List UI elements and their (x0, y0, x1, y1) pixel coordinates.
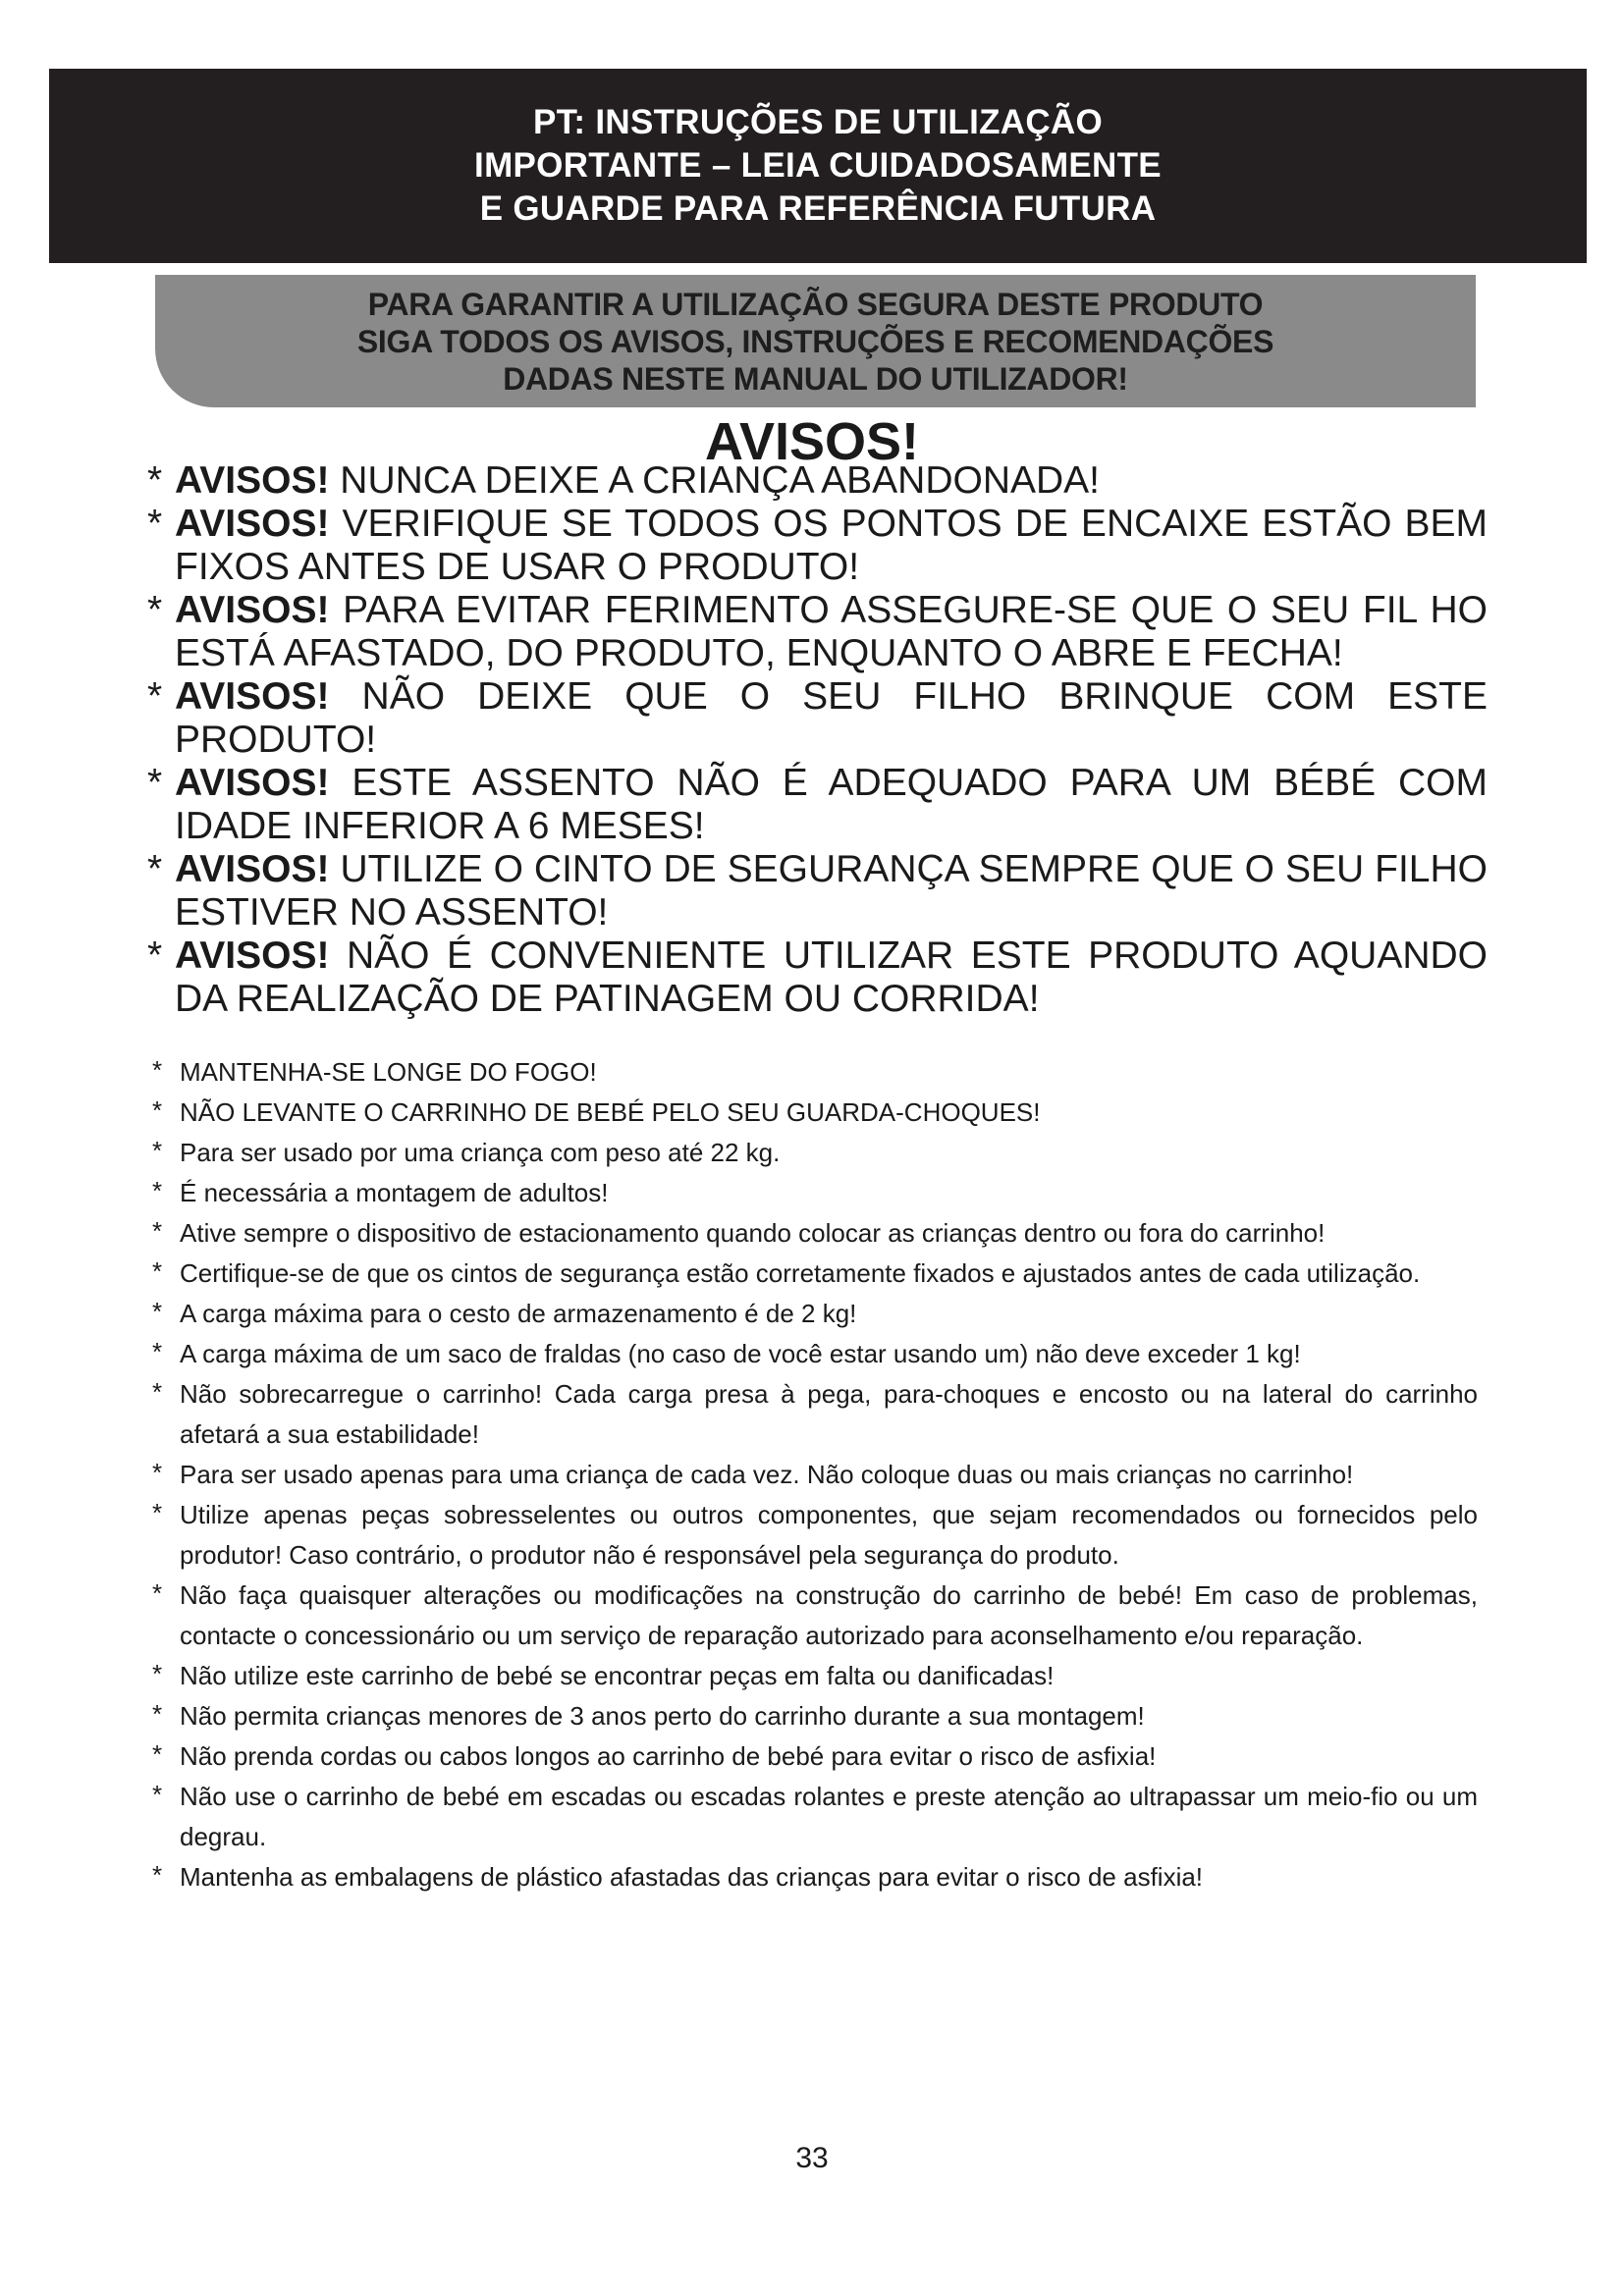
note-text: Não permita crianças menores de 3 anos perto do carrinho durante a sua montagem! (180, 1701, 1145, 1731)
note-item (152, 1455, 1478, 1495)
bullet-star: * (152, 1216, 163, 1246)
note-text: Mantenha as embalagens de plástico afastadas das crianças para evitar o risco de asfixia! (180, 1862, 1204, 1892)
bullet-star: * (152, 1659, 163, 1688)
note-item (152, 1133, 1478, 1173)
note-text: MANTENHA-SE LONGE DO FOGO! (180, 1057, 597, 1087)
warning-lead: AVISOS! (175, 459, 330, 502)
note-text: NÃO LEVANTE O CARRINHO DE BEBÉ PELO SEU GUARDA-CHOQUES! (180, 1097, 1041, 1127)
bullet-star: * (152, 1377, 163, 1407)
major-warning (147, 589, 1488, 675)
bullet-star: * (152, 1095, 163, 1125)
bullet-star: * (152, 1578, 163, 1608)
note-item (152, 1696, 1478, 1736)
warning-text: NÃO É CONVENIENTE UTILIZAR ESTE PRODUTO AQUANDO DA REALIZAÇÃO DE PATINAGEM OU CORRIDA! (175, 934, 1488, 1020)
warning-lead: AVISOS! (175, 503, 330, 545)
bullet-star: * (147, 589, 163, 631)
header-line-2: IMPORTANTE – LEIA CUIDADOSAMENTE (474, 146, 1162, 185)
warning-lead: AVISOS! (175, 675, 330, 718)
major-warning (147, 675, 1488, 762)
warning-text: PARA EVITAR FERIMENTO ASSEGURE-SE QUE O SEU FIL HO ESTÁ AFASTADO, DO PRODUTO, ENQUANTO O ABRE E FECHA! (175, 589, 1488, 674)
note-item (152, 1736, 1478, 1777)
safety-banner-line-1: PARA GARANTIR A UTILIZAÇÃO SEGURA DESTE PRODUTO (367, 286, 1264, 322)
note-item (152, 1173, 1478, 1213)
header-line-1: PT: INSTRUÇÕES DE UTILIZAÇÃO (532, 103, 1104, 141)
warning-lead: AVISOS! (175, 762, 330, 804)
page-number: 33 (795, 2142, 829, 2174)
note-item (152, 1656, 1478, 1696)
safety-banner (155, 275, 1476, 407)
bullet-star: * (147, 934, 163, 977)
warning-lead: AVISOS! (175, 848, 330, 890)
note-text: Não prenda cordas ou cabos longos ao carrinho de bebé para evitar o risco de asfixia! (180, 1741, 1157, 1771)
bullet-star: * (147, 762, 163, 804)
bullet-star: * (152, 1780, 163, 1809)
warning-text: NUNCA DEIXE A CRIANÇA ABANDONADA! (329, 459, 1101, 502)
major-warnings-list (147, 459, 1488, 1021)
bullet-star: * (147, 848, 163, 890)
note-text: Para ser usado apenas para uma criança de cada vez. Não coloque duas ou mais crianças no carrinho! (180, 1460, 1354, 1489)
header-line-3: E GUARDE PARA REFERÊNCIA FUTURA (479, 189, 1157, 228)
major-warning (147, 848, 1488, 934)
note-item (152, 1374, 1478, 1455)
major-warning (147, 459, 1488, 503)
bullet-star: * (152, 1337, 163, 1366)
safety-banner-line-2: SIGA TODOS OS AVISOS, INSTRUÇÕES E RECOMENDAÇÕES (356, 323, 1274, 359)
note-item (152, 1052, 1478, 1093)
warnings-title: AVISOS! (704, 412, 920, 471)
bullet-star: * (152, 1256, 163, 1286)
note-text: Certifique-se de que os cintos de segurança estão corretamente fixados e ajustados antes de cada utilização. (180, 1258, 1421, 1288)
warning-text: NÃO DEIXE QUE O SEU FILHO BRINQUE COM ESTE PRODUTO! (175, 675, 1488, 761)
note-item (152, 1857, 1478, 1897)
warning-text: UTILIZE O CINTO DE SEGURANÇA SEMPRE QUE O SEU FILHO ESTIVER NO ASSENTO! (175, 848, 1488, 934)
warning-text: ESTE ASSENTO NÃO É ADEQUADO PARA UM BÉBÉ COM IDADE INFERIOR A 6 MESES! (175, 762, 1488, 847)
note-text: Não use o carrinho de bebé em escadas ou escadas rolantes e preste atenção ao ultrapassar um meio-fio ou um degrau. (180, 1782, 1478, 1851)
note-item (152, 1093, 1478, 1133)
bullet-star: * (152, 1458, 163, 1487)
note-text: Ative sempre o dispositivo de estacionamento quando colocar as crianças dentro ou fora do carrinho! (180, 1218, 1326, 1248)
bullet-star: * (147, 503, 163, 545)
note-item (152, 1254, 1478, 1294)
note-text: A carga máxima para o cesto de armazenamento é de 2 kg! (180, 1299, 857, 1328)
bullet-star: * (147, 459, 163, 502)
note-text: É necessária a montagem de adultos! (180, 1178, 609, 1207)
safety-banner-line-3: DADAS NESTE MANUAL DO UTILIZADOR! (503, 360, 1128, 397)
note-text: Para ser usado por uma criança com peso até 22 kg. (180, 1138, 781, 1167)
bullet-star: * (152, 1176, 163, 1205)
note-item (152, 1213, 1478, 1254)
note-text: Não sobrecarregue o carrinho! Cada carga presa à pega, para-choques e encosto ou na lateral do carrinho afetará a sua estabilidade! (180, 1379, 1478, 1449)
major-warning (147, 762, 1488, 848)
bullet-star: * (152, 1739, 163, 1769)
bullet-star: * (152, 1699, 163, 1729)
major-warning (147, 503, 1488, 589)
warning-lead: AVISOS! (175, 934, 330, 977)
notes-list (152, 1052, 1478, 1897)
note-text: Não utilize este carrinho de bebé se encontrar peças em falta ou danificadas! (180, 1661, 1055, 1690)
bullet-star: * (152, 1498, 163, 1527)
note-item (152, 1575, 1478, 1656)
note-item (152, 1334, 1478, 1374)
note-text: Não faça quaisquer alterações ou modificações na construção do carrinho de bebé! Em caso de problemas, contacte o concessionário ou um serviço de reparação autorizado para aconselhamento e/ou reparação. (180, 1580, 1478, 1650)
warning-text: VERIFIQUE SE TODOS OS PONTOS DE ENCAIXE ESTÃO BEM FIXOS ANTES DE USAR O PRODUTO! (175, 503, 1488, 588)
bullet-star: * (152, 1297, 163, 1326)
note-text: A carga máxima de um saco de fraldas (no caso de você estar usando um) não deve exceder 1 kg! (180, 1339, 1301, 1368)
note-text: Utilize apenas peças sobresselentes ou outros componentes, que sejam recomendados ou fornecidos pelo produtor! Caso contrário, o produtor não é responsável pela segurança do produto. (180, 1500, 1478, 1570)
note-item (152, 1294, 1478, 1334)
bullet-star: * (152, 1055, 163, 1085)
header-bar (49, 69, 1587, 263)
bullet-star: * (152, 1136, 163, 1165)
bullet-star: * (147, 675, 163, 718)
note-item (152, 1495, 1478, 1575)
bullet-star: * (152, 1860, 163, 1890)
major-warning (147, 934, 1488, 1021)
note-item (152, 1777, 1478, 1857)
warning-lead: AVISOS! (175, 589, 330, 631)
